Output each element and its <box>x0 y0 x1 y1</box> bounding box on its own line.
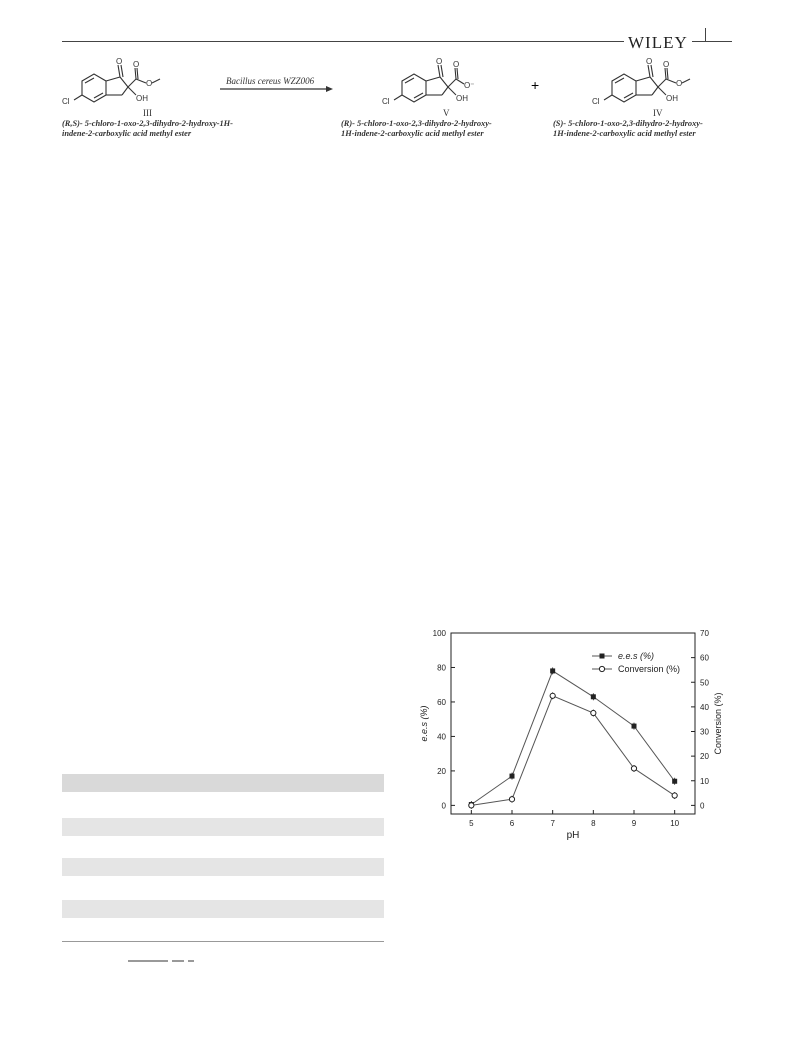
data-point <box>631 766 636 771</box>
x-tick-label: 6 <box>509 819 515 828</box>
atom-label: O <box>646 57 653 66</box>
table-row <box>62 900 384 918</box>
y-tick-label-right: 0 <box>700 801 705 811</box>
y-axis-label-right: Conversion (%) <box>713 692 723 755</box>
atom-label: O <box>663 60 670 69</box>
plus-sign: + <box>531 77 540 93</box>
x-axis <box>469 810 680 828</box>
y-tick-label-right: 50 <box>700 678 709 688</box>
compound-numeral-IV: IV <box>653 108 663 118</box>
y-tick-label-right: 30 <box>700 727 709 737</box>
y-tick-label-right: 60 <box>700 653 709 663</box>
reaction-arrow-label: Bacillus cereus WZZ006 <box>226 76 315 86</box>
plot-frame <box>451 633 695 814</box>
atom-label: Cl <box>592 97 600 106</box>
series-layer <box>469 667 678 808</box>
legend-marker <box>600 654 605 659</box>
x-tick-label: 8 <box>591 819 596 828</box>
atom-label: O <box>453 60 460 69</box>
atom-label: O <box>146 79 153 88</box>
data-point <box>550 668 555 673</box>
y-tick-label-left: 20 <box>437 766 446 776</box>
x-axis-label: pH <box>566 830 580 841</box>
y-axis-label-left: e.e.s (%) <box>419 705 429 742</box>
atom-label: OH <box>666 94 678 103</box>
x-tick-label: 10 <box>670 819 680 828</box>
table-bottom-rule <box>62 941 384 942</box>
y-tick-label-left: 60 <box>437 697 446 707</box>
y-tick-label-right: 10 <box>700 776 709 786</box>
series-line <box>471 671 674 805</box>
data-point <box>672 793 677 798</box>
compound-name-line: (S)- 5-chloro-1-oxo-2,3-dihydro-2-hydroxy- <box>553 119 703 128</box>
data-point <box>591 710 596 715</box>
data-point <box>591 694 596 699</box>
y-tick-label-left: 0 <box>441 801 446 811</box>
atom-label: O <box>133 60 140 69</box>
compound-name-line: 1H-indene-2-carboxylic acid methyl ester <box>553 129 696 138</box>
data-point <box>469 803 474 808</box>
y-tick-label-left: 100 <box>432 629 446 638</box>
atom-label: OH <box>456 94 468 103</box>
compound-III-name <box>62 119 292 139</box>
table-row <box>62 858 384 876</box>
table-row <box>62 818 384 836</box>
y-tick-label-right: 40 <box>700 702 709 712</box>
publisher-logo: WILEY <box>624 33 692 53</box>
compound-name-line: (R)- 5-chloro-1-oxo-2,3-dihydro-2-hydroxy- <box>341 119 492 128</box>
atom-label: O⁻ <box>464 81 475 90</box>
series-line <box>471 696 674 806</box>
data-point <box>509 797 514 802</box>
plot-border <box>451 633 695 814</box>
y-tick-label-left: 40 <box>437 732 446 742</box>
y-tick-label-right: 20 <box>700 752 709 762</box>
x-tick-label: 7 <box>550 819 555 828</box>
compound-numeral-III: III <box>143 108 152 118</box>
left-axis <box>433 629 455 810</box>
reaction-arrow <box>220 86 333 92</box>
atom-label: O <box>436 57 443 66</box>
atom-label: Cl <box>382 97 390 106</box>
data-point <box>510 774 515 779</box>
y-tick-label-right: 70 <box>700 629 709 638</box>
compound-name-line: (R,S)- 5-chloro-1-oxo-2,3-dihydro-2-hydroxy-1H- <box>62 119 233 128</box>
compound-V-structure <box>394 65 464 102</box>
table-footnote-fragment <box>128 960 218 964</box>
compound-V-name <box>341 119 541 139</box>
table-header-row <box>62 774 384 792</box>
atom-label: Cl <box>62 97 70 106</box>
ph-effect-chart <box>400 622 730 852</box>
chart-legend <box>592 651 680 674</box>
compound-name-line: indene-2-carboxylic acid methyl ester <box>62 129 192 138</box>
x-tick-label: 9 <box>631 819 637 828</box>
data-point <box>632 724 637 729</box>
legend-label: Conversion (%) <box>618 664 681 674</box>
compound-IV-name <box>553 119 753 139</box>
x-tick-label: 5 <box>469 819 474 828</box>
data-point <box>550 693 555 698</box>
data-point <box>672 779 677 784</box>
compound-name-line: 1H-indene-2-carboxylic acid methyl ester <box>341 129 484 138</box>
compound-numeral-V: V <box>443 108 450 118</box>
legend-marker <box>599 666 604 671</box>
atom-label: OH <box>136 94 148 103</box>
atom-label: O <box>116 57 123 66</box>
y-tick-label-left: 80 <box>437 663 446 673</box>
header-page-tick <box>705 28 706 41</box>
right-axis <box>691 629 709 810</box>
legend-label: e.e.s (%) <box>618 651 655 661</box>
atom-label: O <box>676 79 683 88</box>
